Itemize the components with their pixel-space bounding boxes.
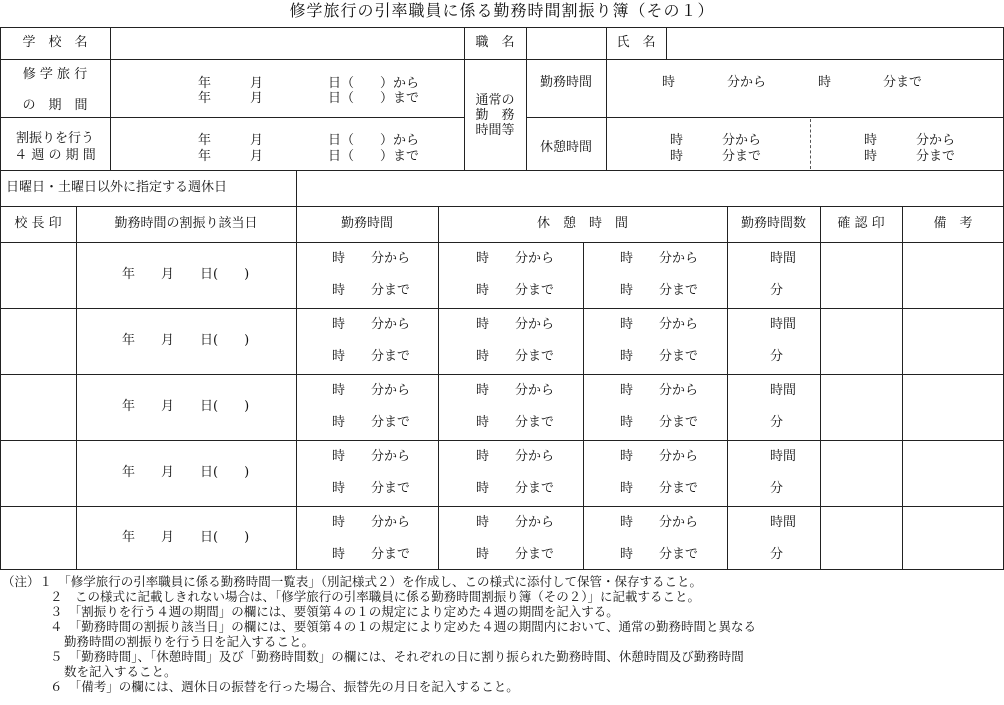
minutes-unit[interactable]: 分 xyxy=(770,547,784,562)
allocate-date-from[interactable]: 年 月 日（ ）から xyxy=(198,133,420,148)
rule xyxy=(0,117,464,118)
label-allocate-period-1: 割振りを行う xyxy=(15,131,94,146)
note-1: （注）１ 「修学旅行の引率職員に係る勤務時間一覧表」（別記様式２）を作成し、この様式に添付して保管・保存すること。 xyxy=(2,574,703,589)
rest-1-to[interactable]: 時 分まで xyxy=(476,415,555,430)
principal-seal-cell[interactable] xyxy=(1,243,76,308)
label-normal-2: 勤 務 xyxy=(475,108,515,123)
col-confirm-seal: 確 認 印 xyxy=(837,216,885,231)
rule xyxy=(0,59,1004,60)
name-field[interactable] xyxy=(667,28,1003,59)
row-date[interactable]: 年 月 日( ) xyxy=(122,465,250,480)
confirm-seal-cell[interactable] xyxy=(821,375,901,440)
rest-2-from[interactable]: 時 分から xyxy=(620,383,699,398)
rest-2-from[interactable]: 時 分から xyxy=(620,317,699,332)
col-work-hours-count: 勤務時間数 xyxy=(740,216,806,231)
rest-1-from[interactable]: 時 分から xyxy=(476,515,555,530)
col-remarks: 備 考 xyxy=(933,216,973,231)
work-from[interactable]: 時 分から xyxy=(332,251,411,266)
rule xyxy=(296,206,297,570)
schedule-form xyxy=(0,27,1004,570)
principal-seal-cell[interactable] xyxy=(1,309,76,374)
rest-1-from[interactable]: 時 分から xyxy=(476,251,555,266)
dashed-divider xyxy=(810,119,811,169)
remarks-cell[interactable] xyxy=(903,441,1003,506)
label-work-hours: 勤務時間 xyxy=(539,75,592,90)
label-normal-3: 時間等 xyxy=(475,123,515,138)
work-to[interactable]: 時 分まで xyxy=(332,547,411,562)
label-trip-period-1: 修 学 旅 行 xyxy=(22,67,88,82)
col-rest-time: 休 憩 時 間 xyxy=(536,216,628,231)
rest-1-from[interactable]: 時 分から xyxy=(476,317,555,332)
col-principal-seal: 校 長 印 xyxy=(14,216,62,231)
rule xyxy=(0,206,1004,207)
hours-unit[interactable]: 時間 xyxy=(770,317,797,332)
minutes-unit[interactable]: 分 xyxy=(770,349,784,364)
work-from[interactable]: 時 分から xyxy=(332,317,411,332)
work-from[interactable]: 時 分から xyxy=(332,515,411,530)
label-rest-hours: 休憩時間 xyxy=(539,140,592,155)
hours-unit[interactable]: 時間 xyxy=(770,449,797,464)
principal-seal-cell[interactable] xyxy=(1,441,76,506)
work-to[interactable]: 時 分まで xyxy=(332,415,411,430)
work-from[interactable]: 時 分から xyxy=(332,383,411,398)
rule xyxy=(526,117,1004,118)
work-from[interactable]: 時 分から xyxy=(332,449,411,464)
rest-2-to[interactable]: 時 分まで xyxy=(620,415,699,430)
rest-2-to[interactable]: 時 分まで xyxy=(620,349,699,364)
rest-2-to[interactable]: 時 分まで xyxy=(620,283,699,298)
work-to[interactable]: 時 分まで xyxy=(332,349,411,364)
rule xyxy=(438,206,439,570)
minutes-unit[interactable]: 分 xyxy=(770,283,784,298)
principal-seal-cell[interactable] xyxy=(1,375,76,440)
work-to[interactable]: 時 分まで xyxy=(332,481,411,496)
weekly-off-field[interactable] xyxy=(297,171,1003,206)
note-5a: ５ 「勤務時間」、「休憩時間」及び「勤務時間数」の欄には、それぞれの日に割り振られた勤務時間、休憩時間及び勤務時間 xyxy=(50,649,744,664)
rest-2-from[interactable]: 時 分から xyxy=(620,449,699,464)
rest-2-to[interactable]: 時 分まで xyxy=(620,547,699,562)
note-5b: 数を記入すること。 xyxy=(64,664,177,679)
job-title-field[interactable] xyxy=(527,28,605,59)
col-alloc-date: 勤務時間の割振り該当日 xyxy=(114,216,258,231)
hours-unit[interactable]: 時間 xyxy=(770,383,797,398)
rule xyxy=(76,206,77,570)
rule xyxy=(583,242,584,570)
remarks-cell[interactable] xyxy=(903,243,1003,308)
note-6: ６ 「備考」の欄には、週休日の振替を行った場合、振替先の月日を記入すること。 xyxy=(50,679,519,694)
confirm-seal-cell[interactable] xyxy=(821,441,901,506)
rest-2-from[interactable]: 時 分から xyxy=(620,251,699,266)
note-4b: 勤務時間の割振りを行う日を記入すること。 xyxy=(64,634,315,649)
minutes-unit[interactable]: 分 xyxy=(770,481,784,496)
remarks-cell[interactable] xyxy=(903,507,1003,569)
label-job-title: 職 名 xyxy=(475,35,515,50)
rest-2-to[interactable]: 時 分まで xyxy=(620,481,699,496)
note-4a: ４ 「勤務時間の割振り該当日」の欄には、要領第４の１の規定により定めた４週の期間内において、通常の勤務時間と異なる xyxy=(50,619,757,634)
hours-unit[interactable]: 時間 xyxy=(770,515,797,530)
remarks-cell[interactable] xyxy=(903,309,1003,374)
rest-1-to[interactable]: 時 分まで xyxy=(476,481,555,496)
principal-seal-cell[interactable] xyxy=(1,507,76,569)
work-to[interactable]: 時 分まで xyxy=(332,283,411,298)
confirm-seal-cell[interactable] xyxy=(821,309,901,374)
rule xyxy=(727,206,728,570)
col-work-time: 勤務時間 xyxy=(340,216,393,231)
rest-1-from[interactable]: 時 分から xyxy=(476,383,555,398)
rest-2-from[interactable]: 時 分から xyxy=(864,133,956,148)
label-trip-period-2: の 期 間 xyxy=(22,98,88,113)
note-3: ３ 「割振りを行う４週の期間」の欄には、要領第４の１の規定により定めた４週の期間を記入する。 xyxy=(50,604,619,619)
normal-work-time[interactable]: 時 分から 時 分まで xyxy=(662,75,923,90)
rest-1-to[interactable]: 時 分まで xyxy=(670,149,762,164)
page-title: 修学旅行の引率職員に係る勤務時間割振り簿（その１） xyxy=(289,1,715,20)
row-date[interactable]: 年 月 日( ) xyxy=(122,267,250,282)
remarks-cell[interactable] xyxy=(903,375,1003,440)
rest-1-to[interactable]: 時 分まで xyxy=(476,547,555,562)
rest-1-to[interactable]: 時 分まで xyxy=(476,283,555,298)
row-date[interactable]: 年 月 日( ) xyxy=(122,530,250,545)
rest-2-to[interactable]: 時 分まで xyxy=(864,149,956,164)
rest-1-from[interactable]: 時 分から xyxy=(670,133,762,148)
school-name-field[interactable] xyxy=(111,28,463,59)
row-date[interactable]: 年 月 日( ) xyxy=(122,333,250,348)
allocate-date-to[interactable]: 年 月 日（ ）まで xyxy=(198,149,420,164)
row-date[interactable]: 年 月 日( ) xyxy=(122,399,250,414)
confirm-seal-cell[interactable] xyxy=(821,507,901,569)
label-school-name: 学 校 名 xyxy=(22,35,88,50)
rest-1-to[interactable]: 時 分まで xyxy=(476,349,555,364)
label-name: 氏 名 xyxy=(616,35,656,50)
label-weekly-off: 日曜日・土曜日以外に指定する週休日 xyxy=(6,180,228,195)
rule xyxy=(0,569,1004,570)
trip-date-to[interactable]: 年 月 日（ ）まで xyxy=(198,91,420,106)
note-2: ２ この様式に記載しきれない場合は、「修学旅行の引率職員に係る勤務時間割振り簿（その２）」に記載すること。 xyxy=(50,589,701,604)
trip-date-from[interactable]: 年 月 日（ ）から xyxy=(198,76,420,91)
rest-2-from[interactable]: 時 分から xyxy=(620,515,699,530)
label-allocate-period-2: ４ 週 の 期 間 xyxy=(14,148,96,163)
minutes-unit[interactable]: 分 xyxy=(770,415,784,430)
confirm-seal-cell[interactable] xyxy=(821,243,901,308)
rest-1-from[interactable]: 時 分から xyxy=(476,449,555,464)
hours-unit[interactable]: 時間 xyxy=(770,251,797,266)
label-normal-1: 通常の xyxy=(475,93,515,108)
